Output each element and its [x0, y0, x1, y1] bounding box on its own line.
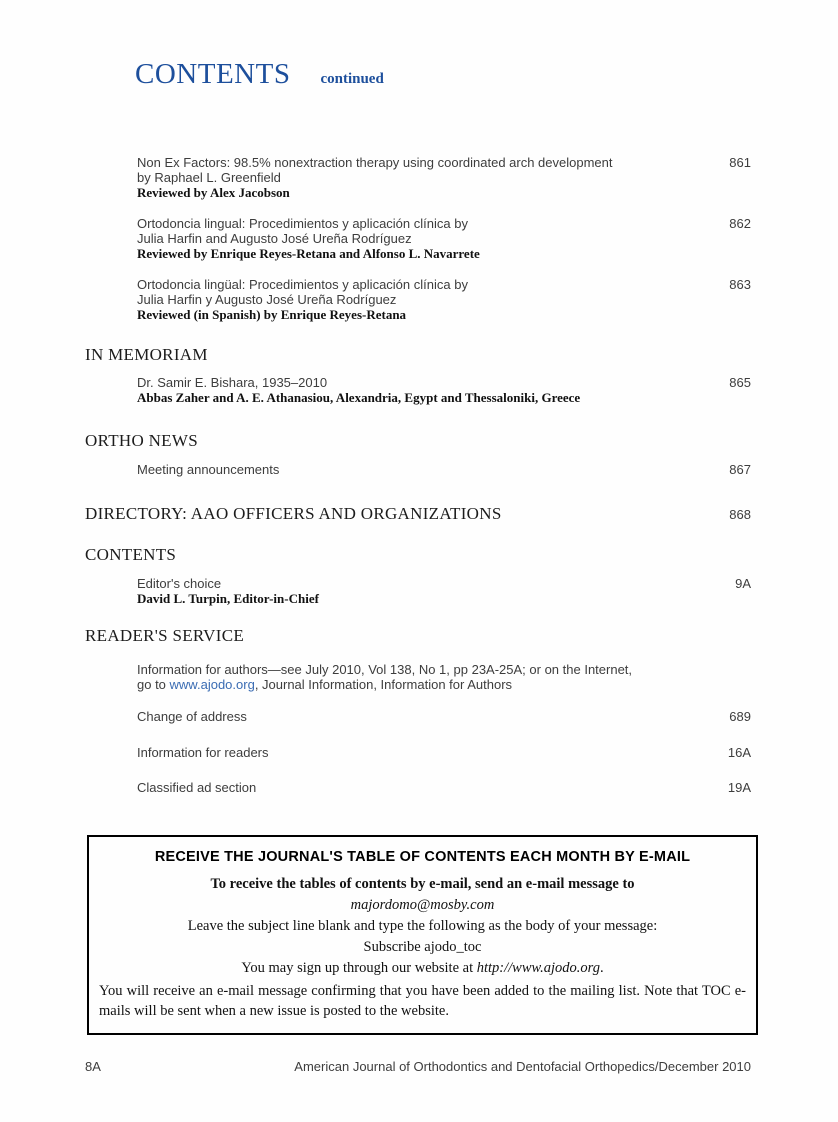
- toc-entry-book-review: [85, 155, 751, 200]
- section-in-memoriam: [85, 344, 751, 365]
- box-website-url: http://www.ajodo.org: [476, 960, 600, 976]
- toc-entry-ortho-news: [85, 462, 751, 477]
- entry-body: [137, 709, 247, 724]
- entry-title-line: Julia Harfin and Augusto José Ureña Rodríguez: [137, 231, 412, 246]
- toc-entry-info-authors: [85, 662, 751, 692]
- section-heading: ORTHO NEWS: [85, 431, 198, 450]
- section-heading: CONTENTS: [85, 545, 177, 564]
- section-directory: [85, 503, 751, 524]
- entry-reviewer: Reviewed by Alex Jacobson: [137, 185, 290, 200]
- entry-reviewer: Reviewed by Enrique Reyes-Retana and Alfonso L. Navarrete: [137, 246, 480, 261]
- section-page-number: 868: [729, 507, 751, 522]
- entry-title-line: Information for readers: [137, 745, 269, 760]
- entry-page-number: 16A: [727, 745, 751, 760]
- info-line2-suffix: , Journal Information, Information for Authors: [254, 677, 513, 692]
- box-email-address: majordomo@mosby.com: [350, 897, 495, 913]
- entry-body: [137, 576, 319, 606]
- page-footer: [85, 1059, 751, 1074]
- entry-body: [137, 155, 613, 200]
- box-title: RECEIVE THE JOURNAL'S TABLE OF CONTENTS EACH MONTH BY E-MAIL: [154, 849, 691, 865]
- toc-entry-book-review: [85, 216, 751, 261]
- toc-entry-book-review: [85, 277, 751, 322]
- toc-entry-info-readers: [85, 745, 751, 760]
- entry-page-number: 867: [729, 462, 751, 477]
- toc-entry-editors-choice: [85, 576, 751, 606]
- entry-body: [137, 780, 256, 795]
- entry-page-number: 865: [729, 375, 751, 390]
- entry-body: [137, 462, 279, 477]
- entry-title-line: Dr. Samir E. Bishara, 1935–2010: [137, 375, 328, 390]
- box-website-prefix: You may sign up through our website at: [241, 960, 477, 976]
- entry-title-line: Julia Harfin y Augusto José Ureña Rodríguez: [137, 292, 397, 307]
- ajodo-website-link[interactable]: www.ajodo.org: [169, 677, 255, 692]
- entry-title-line: Meeting announcements: [137, 462, 280, 477]
- page-title-continued: continued: [320, 71, 384, 87]
- entry-body: [137, 375, 580, 405]
- entry-page-number: 863: [729, 277, 751, 292]
- entry-title-line: Change of address: [137, 709, 247, 724]
- box-confirmation-note: You will receive an e-mail message confirming that you have been added to the mailing list. Note that TOC e-mails will be sent when a new issue is posted to the website.: [99, 983, 746, 1019]
- entry-page-number: 689: [729, 709, 751, 724]
- entry-body: [137, 216, 480, 261]
- entry-page-number: 861: [729, 155, 751, 170]
- entry-page-number: 9A: [735, 576, 751, 591]
- entry-body: [137, 662, 632, 692]
- section-heading: DIRECTORY: AAO OFFICERS AND ORGANIZATIONS: [85, 504, 502, 523]
- section-heading: READER'S SERVICE: [85, 626, 245, 645]
- entry-title-line: by Raphael L. Greenfield: [137, 170, 281, 185]
- entry-title-line: Information for authors—see July 2010, Vol 138, No 1, pp 23A-25A; or on the Internet,: [137, 662, 633, 677]
- box-website-suffix: .: [600, 960, 604, 976]
- entry-byline: Abbas Zaher and A. E. Athanasiou, Alexandria, Egypt and Thessaloniki, Greece: [137, 390, 581, 405]
- entry-title-line: [137, 677, 632, 692]
- box-website-line: [99, 958, 746, 979]
- footer-journal-line: American Journal of Orthodontics and Dentofacial Orthopedics/December 2010: [294, 1059, 751, 1074]
- entry-page-number: 19A: [727, 780, 751, 795]
- entry-page-number: 862: [729, 216, 751, 231]
- section-ortho-news: [85, 430, 751, 451]
- entry-title-line: Editor's choice: [137, 576, 222, 591]
- entry-byline: David L. Turpin, Editor-in-Chief: [137, 591, 319, 606]
- box-instruction-line: Leave the subject line blank and type the following as the body of your message:: [187, 918, 658, 934]
- box-instruction-line: To receive the tables of contents by e-mail, send an e-mail message to: [210, 876, 635, 892]
- footer-page-number: 8A: [85, 1059, 101, 1074]
- toc-email-subscription-box: [87, 835, 758, 1035]
- entry-body: [137, 745, 269, 760]
- info-line2-prefix: go to: [137, 677, 170, 692]
- toc-entry-change-of-address: [85, 709, 751, 724]
- entry-title-line: Classified ad section: [137, 780, 257, 795]
- page-title: CONTENTS: [135, 58, 291, 90]
- section-heading: IN MEMORIAM: [85, 345, 208, 364]
- toc-entry-in-memoriam: [85, 375, 751, 405]
- entry-title-line: Non Ex Factors: 98.5% nonextraction therapy using coordinated arch development: [137, 155, 613, 170]
- toc-entry-classified-ads: [85, 780, 751, 795]
- section-readers-service: [85, 625, 751, 646]
- entry-title-line: Ortodoncia lingual: Procedimientos y aplicación clínica by: [137, 216, 468, 231]
- entry-reviewer: Reviewed (in Spanish) by Enrique Reyes-Retana: [137, 307, 407, 322]
- box-subscribe-command: Subscribe ajodo_toc: [363, 939, 482, 955]
- page-header: [135, 58, 751, 91]
- entry-title-line: Ortodoncia lingüal: Procedimientos y aplicación clínica by: [137, 277, 468, 292]
- entry-body: [137, 277, 468, 322]
- section-contents: [85, 544, 751, 565]
